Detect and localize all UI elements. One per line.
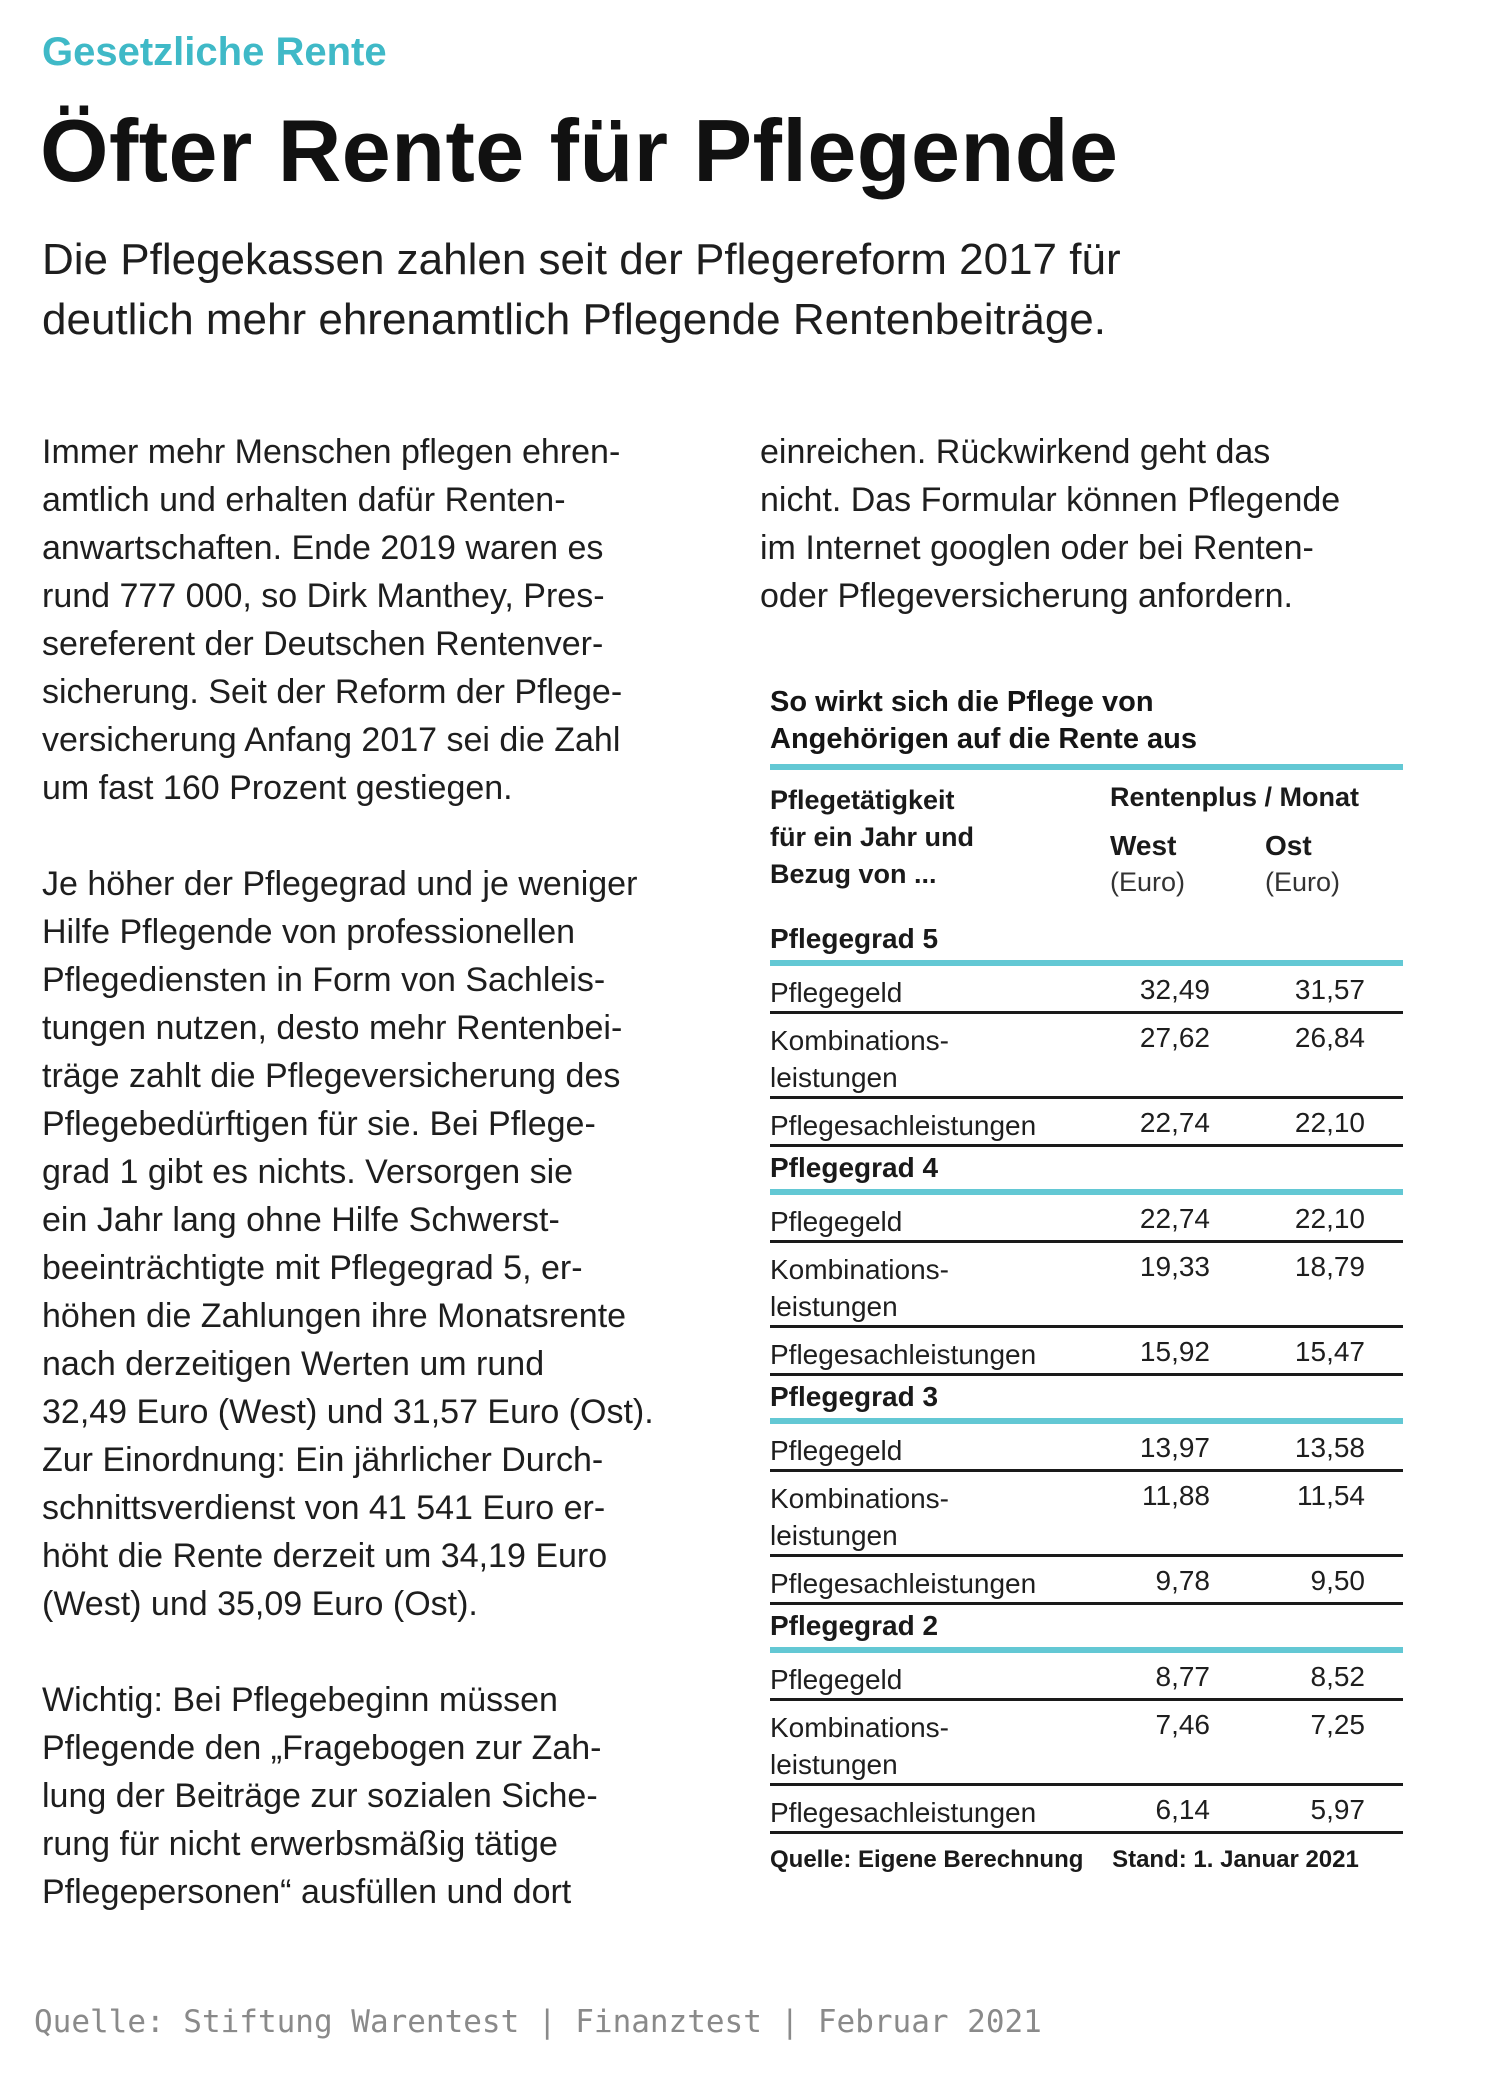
text-line: schnittsverdienst von 41 541 Euro er- [42,1489,606,1527]
value-ost: 22,10 [1294,1203,1365,1234]
text-line: grad 1 gibt es nichts. Versorgen sie [42,1153,574,1191]
table-title-line: So wirkt sich die Pflege von [770,686,1154,718]
text-line: Pflegende den „Fragebogen zur Zah- [42,1729,602,1767]
text-line: lung der Beiträge zur sozialen Siche- [42,1777,598,1815]
value-ost: 7,25 [1310,1709,1365,1740]
table-body [770,918,1403,1834]
row-label [770,1107,1036,1144]
text-line: Pflegediensten in Form von Sachleis- [42,961,606,999]
value-west: 22,74 [1139,1203,1210,1234]
pflegegrad-title: Pflegegrad 5 [770,923,939,954]
row-label-line: leistungen [770,1749,898,1780]
value-ost: 11,54 [1297,1480,1365,1511]
table-row [770,1424,1403,1472]
text-line: sereferent der Deutschen Rentenver- [42,625,604,663]
row-label [770,1794,1036,1831]
text-line: rung für nicht erwerbsmäßig tätige [42,1825,558,1863]
table-row [770,1786,1403,1834]
row-label-line: Pflegegeld [770,1206,903,1237]
table-row [770,1701,1403,1786]
value-ost: 15,47 [1294,1336,1365,1367]
value-west: 32,49 [1139,974,1210,1005]
text-line: höht die Rente derzeit um 34,19 Euro [42,1537,608,1575]
row-label-line: Kombinations- [770,1483,949,1514]
value-west: 9,78 [1155,1565,1210,1596]
lead-paragraph [42,230,1342,350]
text-line: Wichtig: Bei Pflegebeginn müssen [42,1681,558,1719]
paragraph [42,860,722,1628]
row-label-line: Pflegesachleistungen [770,1339,1037,1370]
table-date: Stand: 1. Januar 2021 [1112,1846,1359,1873]
value-ost: 8,52 [1310,1661,1365,1692]
pflegegrad-title: Pflegegrad 3 [770,1381,939,1412]
header-activity-line: Bezug von ... [770,859,937,889]
paragraph [760,428,1420,620]
value-ost: 18,79 [1294,1251,1365,1282]
value-west: 6,14 [1155,1794,1210,1825]
table-row [770,966,1403,1014]
text-line: anwartschaften. Ende 2019 waren es [42,529,604,567]
value-west: 8,77 [1155,1661,1210,1692]
text-line: tungen nutzen, desto mehr Rentenbei- [42,1009,623,1047]
row-label-line: Pflegegeld [770,977,903,1008]
row-label [770,1709,949,1783]
pflegegrad-title: Pflegegrad 4 [770,1152,939,1183]
table-footer [770,1846,1403,1874]
row-label-line: Pflegegeld [770,1664,903,1695]
header-ost: Ost [1265,830,1312,861]
text-line: höhen die Zahlungen ihre Monatsrente [42,1297,627,1335]
text-line: Immer mehr Menschen pflegen ehren- [42,433,621,471]
headline: Öfter Rente für Pflegende [40,101,1119,200]
text-line: amtlich und erhalten dafür Renten- [42,481,566,519]
value-west: 22,74 [1139,1107,1210,1138]
row-label-line: leistungen [770,1291,898,1322]
text-line: (West) und 35,09 Euro (Ost). [42,1585,478,1623]
value-west: 11,88 [1142,1480,1210,1511]
table-row [770,1099,1403,1147]
table-title [770,684,1403,758]
table-row [770,1243,1403,1328]
row-label-line: Pflegesachleistungen [770,1797,1037,1828]
kicker: Gesetzliche Rente [42,30,387,74]
table-row [770,1472,1403,1557]
row-label-line: Pflegesachleistungen [770,1568,1037,1599]
row-label [770,1022,949,1096]
text-line: Je höher der Pflegegrad und je weniger [42,865,638,903]
row-label [770,1480,949,1554]
value-west: 19,33 [1139,1251,1210,1282]
text-line: einreichen. Rückwirkend geht das [760,433,1271,471]
value-west: 7,46 [1155,1709,1210,1740]
table-row [770,1014,1403,1099]
text-line: oder Pflegeversicherung anfordern. [760,577,1293,615]
row-label-line: Pflegegeld [770,1435,903,1466]
row-label-line: Kombinations- [770,1025,949,1056]
header-rentenplus: Rentenplus / Monat [1110,782,1359,812]
row-label-line: Kombinations- [770,1254,949,1285]
row-label-line: leistungen [770,1520,898,1551]
text-line: im Internet googlen oder bei Renten- [760,529,1314,567]
table-row [770,1557,1403,1605]
row-label [770,1432,902,1469]
value-west: 15,92 [1139,1336,1210,1367]
pension-table [770,684,1403,1874]
paragraph [42,428,722,812]
value-ost: 5,97 [1310,1794,1365,1825]
right-column [760,428,1420,668]
value-ost: 26,84 [1294,1022,1365,1053]
left-column [42,428,722,1964]
row-label-line: Kombinations- [770,1712,949,1743]
row-label [770,1251,949,1325]
value-ost: 13,58 [1294,1432,1365,1463]
row-label [770,1336,1036,1373]
text-line: Hilfe Pflegende von professionellen [42,913,576,951]
text-line: nach derzeitigen Werten um rund [42,1345,545,1383]
header-activity-line: Pflegetätigkeit [770,785,955,815]
table-row [770,1653,1403,1701]
table-row [770,1328,1403,1376]
header-west-unit: (Euro) [1110,867,1186,897]
header-west: West [1110,830,1177,861]
text-line: um fast 160 Prozent gestiegen. [42,769,513,807]
text-line: rund 777 000, so Dirk Manthey, Pres- [42,577,605,615]
row-label-line: Pflegesachleistungen [770,1110,1037,1141]
value-ost: 22,10 [1294,1107,1365,1138]
paragraph [42,1676,722,1916]
text-line: Pflegepersonen“ ausfüllen und dort [42,1873,572,1911]
pflegegrad-title: Pflegegrad 2 [770,1610,939,1641]
header-ost-unit: (Euro) [1265,867,1341,897]
row-label [770,1203,902,1240]
row-label [770,1661,902,1698]
text-line: sicherung. Seit der Reform der Pflege- [42,673,623,711]
text-line: Zur Einordnung: Ein jährlicher Durch- [42,1441,604,1479]
text-line: träge zahlt die Pflegeversicherung des [42,1057,621,1095]
row-label-line: leistungen [770,1062,898,1093]
table-source: Quelle: Eigene Berechnung [770,1846,1084,1873]
text-line: Pflegebedürftigen für sie. Bei Pflege- [42,1105,596,1143]
lead-line: Die Pflegekassen zahlen seit der Pflegereform 2017 für [42,235,1121,284]
text-line: beeinträchtigte mit Pflegegrad 5, er- [42,1249,583,1287]
header-activity [770,782,974,893]
value-ost: 31,57 [1294,974,1365,1005]
table-row [770,1195,1403,1243]
row-label [770,1565,1036,1602]
table-title-line: Angehörigen auf die Rente aus [770,723,1197,755]
table-header [770,770,1403,918]
header-activity-line: für ein Jahr und [770,822,975,852]
text-line: ein Jahr lang ohne Hilfe Schwerst- [42,1201,560,1239]
row-label [770,974,902,1011]
value-west: 27,62 [1139,1022,1210,1053]
value-ost: 9,50 [1310,1565,1365,1596]
page-source: Quelle: Stiftung Warentest | Finanztest | Februar 2021 [34,2004,1042,2040]
text-line: 32,49 Euro (West) und 31,57 Euro (Ost). [42,1393,654,1431]
text-line: versicherung Anfang 2017 sei die Zahl [42,721,621,759]
value-west: 13,97 [1139,1432,1210,1463]
lead-line: deutlich mehr ehrenamtlich Pflegende Rentenbeiträge. [42,295,1106,344]
text-line: nicht. Das Formular können Pflegende [760,481,1341,519]
